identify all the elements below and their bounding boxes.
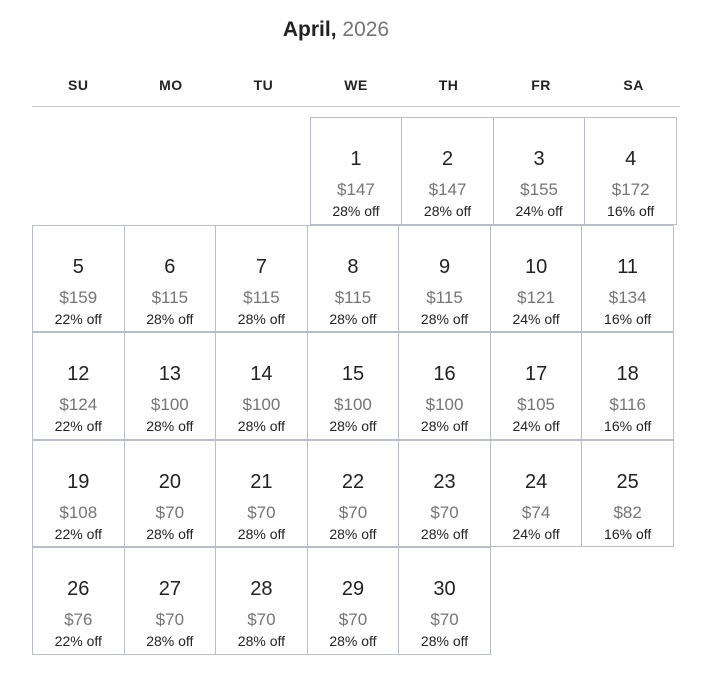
- day-price: $70: [338, 502, 368, 522]
- day-price: $172: [611, 180, 650, 199]
- year-label: 2026: [342, 18, 390, 41]
- calendar-day-cell[interactable]: [124, 547, 217, 655]
- day-price: $159: [59, 287, 98, 307]
- calendar-day-cell[interactable]: [32, 440, 125, 548]
- weekday-friday: FR: [531, 77, 551, 93]
- empty-day-cell: [490, 547, 583, 655]
- weekday-monday: MO: [159, 77, 183, 93]
- calendar-grid: [32, 117, 680, 655]
- day-discount: 28% off: [329, 525, 377, 542]
- day-discount: 24% off: [515, 203, 563, 219]
- calendar-day-cell[interactable]: [307, 547, 400, 655]
- calendar-day-cell[interactable]: [584, 117, 677, 225]
- calendar-day-cell[interactable]: [401, 117, 494, 225]
- day-discount: 16% off: [604, 418, 652, 434]
- day-number: 14: [250, 363, 273, 385]
- day-discount: 28% off: [146, 310, 194, 327]
- day-number: 12: [67, 363, 90, 385]
- day-discount: 28% off: [237, 310, 286, 327]
- day-discount: 22% off: [54, 418, 102, 434]
- day-price: $147: [428, 180, 467, 199]
- day-price: $116: [609, 395, 646, 414]
- calendar-day-cell[interactable]: [32, 547, 125, 655]
- day-price: $70: [247, 502, 276, 522]
- calendar-day-cell[interactable]: [581, 332, 674, 440]
- calendar-day-cell[interactable]: [124, 225, 217, 333]
- day-discount: 28% off: [329, 633, 377, 649]
- calendar-day-cell[interactable]: [32, 332, 125, 440]
- day-price: $115: [334, 287, 372, 307]
- weekday-sunday: SU: [68, 77, 89, 93]
- day-number: 29: [341, 578, 365, 600]
- calendar-day-cell[interactable]: [398, 547, 491, 655]
- day-number: 9: [438, 255, 451, 278]
- calendar-day-cell[interactable]: [307, 332, 400, 440]
- day-number: 13: [158, 363, 181, 385]
- day-price: $70: [247, 610, 276, 629]
- day-discount: 28% off: [146, 633, 194, 649]
- day-discount: 16% off: [604, 310, 652, 327]
- calendar-title: [0, 16, 672, 44]
- calendar-week-row: [32, 332, 680, 440]
- day-discount: 28% off: [420, 633, 469, 649]
- calendar-day-cell[interactable]: [398, 440, 491, 548]
- day-price: $147: [337, 180, 375, 199]
- day-discount: 22% off: [54, 310, 102, 327]
- day-discount: 28% off: [237, 525, 286, 542]
- day-discount: 16% off: [604, 525, 652, 542]
- weekday-tuesday: TU: [253, 77, 274, 93]
- day-price: $115: [243, 287, 280, 307]
- day-discount: 24% off: [512, 310, 560, 327]
- day-price: $74: [521, 502, 551, 522]
- day-price: $70: [430, 610, 459, 629]
- day-price: $70: [155, 502, 185, 522]
- day-number: 18: [616, 363, 639, 385]
- calendar-day-cell[interactable]: [124, 440, 217, 548]
- day-price: $124: [59, 395, 98, 414]
- day-price: $121: [517, 287, 555, 307]
- day-discount: 28% off: [332, 203, 380, 219]
- day-number: 6: [164, 255, 176, 278]
- day-price: $115: [426, 287, 463, 307]
- day-number: 21: [250, 470, 273, 493]
- day-discount: 28% off: [146, 418, 194, 434]
- day-price: $70: [430, 502, 459, 522]
- calendar-day-cell[interactable]: [124, 332, 217, 440]
- day-number: 10: [524, 255, 548, 278]
- day-discount: 28% off: [329, 418, 377, 434]
- day-number: 22: [341, 470, 365, 493]
- calendar-week-row: [32, 440, 680, 548]
- calendar-day-cell[interactable]: [398, 332, 491, 440]
- empty-day-cell: [32, 117, 125, 225]
- day-discount: 22% off: [54, 525, 102, 542]
- weekday-saturday: SA: [623, 77, 644, 93]
- day-number: 7: [255, 255, 267, 278]
- day-price: $82: [613, 502, 642, 522]
- calendar-day-cell[interactable]: [215, 440, 308, 548]
- day-discount: 28% off: [423, 203, 472, 219]
- day-number: 24: [524, 470, 548, 493]
- calendar-week-row: [32, 547, 680, 655]
- calendar-day-cell[interactable]: [307, 440, 400, 548]
- day-discount: 28% off: [420, 310, 469, 327]
- day-discount: 28% off: [420, 418, 469, 434]
- day-discount: 24% off: [512, 418, 560, 434]
- calendar-day-cell[interactable]: [581, 440, 674, 548]
- day-discount: 24% off: [512, 525, 560, 542]
- calendar-day-cell[interactable]: [493, 117, 586, 225]
- day-number: 26: [67, 578, 90, 600]
- day-discount: 16% off: [607, 203, 655, 219]
- day-number: 23: [433, 470, 456, 493]
- calendar-day-cell[interactable]: [307, 225, 400, 333]
- calendar-day-cell[interactable]: [490, 225, 583, 333]
- day-price: $100: [242, 395, 281, 414]
- day-price: $105: [517, 395, 555, 414]
- day-number: 8: [347, 255, 359, 278]
- calendar-day-cell[interactable]: [398, 225, 491, 333]
- day-number: 15: [341, 363, 365, 385]
- day-price: $108: [59, 502, 98, 522]
- day-number: 17: [524, 363, 548, 385]
- day-price: $134: [608, 287, 647, 307]
- day-number: 19: [67, 470, 90, 493]
- day-price: $155: [520, 180, 558, 199]
- day-number: 27: [158, 578, 181, 600]
- day-number: 20: [158, 470, 181, 493]
- weekday-header-row: [32, 72, 680, 107]
- day-number: 28: [250, 578, 273, 600]
- calendar-week-row: [32, 225, 680, 333]
- day-discount: 22% off: [54, 633, 102, 649]
- day-price: $76: [64, 610, 93, 629]
- calendar-week-row: [32, 117, 680, 225]
- day-discount: 28% off: [237, 633, 286, 649]
- day-number: 4: [625, 148, 637, 170]
- empty-day-cell: [217, 117, 310, 225]
- day-number: 16: [433, 363, 456, 385]
- month-label: April,: [282, 18, 337, 41]
- day-discount: 28% off: [420, 525, 469, 542]
- day-number: 2: [441, 148, 454, 170]
- day-discount: 28% off: [237, 418, 286, 434]
- calendar-day-cell[interactable]: [215, 547, 308, 655]
- weekday-wednesday: WE: [344, 77, 368, 93]
- empty-day-cell: [582, 547, 675, 655]
- calendar-day-cell[interactable]: [310, 117, 403, 225]
- day-price: $70: [155, 610, 185, 629]
- calendar-day-cell[interactable]: [490, 332, 583, 440]
- calendar-day-cell[interactable]: [581, 225, 674, 333]
- day-number: 25: [616, 470, 639, 493]
- day-discount: 28% off: [329, 310, 377, 327]
- day-price: $100: [150, 395, 189, 414]
- day-number: 3: [533, 148, 545, 170]
- weekday-thursday: TH: [438, 77, 459, 93]
- day-number: 11: [617, 255, 639, 278]
- calendar-day-cell[interactable]: [215, 225, 308, 333]
- calendar-day-cell[interactable]: [490, 440, 583, 548]
- day-price: $100: [334, 395, 372, 414]
- empty-day-cell: [125, 117, 218, 225]
- day-price: $115: [151, 287, 189, 307]
- day-number: 5: [72, 255, 84, 278]
- day-price: $100: [425, 395, 464, 414]
- day-number: 30: [433, 578, 456, 600]
- calendar-day-cell[interactable]: [32, 225, 125, 333]
- day-discount: 28% off: [146, 525, 194, 542]
- calendar-day-cell[interactable]: [215, 332, 308, 440]
- day-price: $70: [338, 610, 368, 629]
- day-number: 1: [350, 148, 362, 170]
